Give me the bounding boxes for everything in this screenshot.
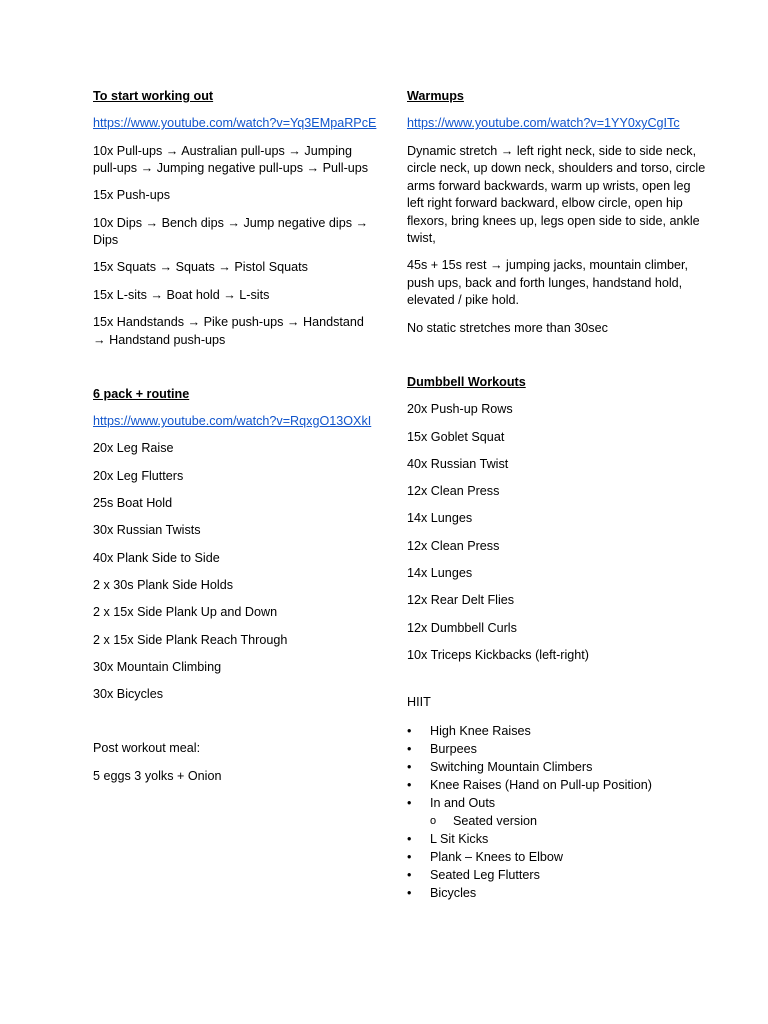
meal-title: Post workout meal:: [93, 741, 201, 756]
list-item: No static stretches more than 30sec: [407, 320, 608, 335]
list-item: 45s + 15s rest → jumping jacks, mountain climber, push ups, back and forth lunges, handstand hold, elevated / pike hold.: [407, 258, 689, 308]
bullet-item: • Burpees: [407, 740, 707, 758]
list-item: 20x Leg Flutters: [93, 468, 184, 483]
sub-bullet-item-label: o Seated version: [407, 812, 707, 830]
section-heading-start: To start working out: [93, 89, 214, 103]
sub-bullet-item: [407, 812, 707, 830]
section-heading-dumbbell: Dumbbell Workouts: [407, 374, 526, 389]
list-item: 10x Triceps Kickbacks (left-right): [407, 647, 589, 662]
list-item: 40x Plank Side to Side: [93, 550, 220, 565]
list-item: 12x Clean Press: [407, 538, 500, 553]
bullet-item: • Plank – Knees to Elbow: [407, 848, 707, 866]
section-heading-sixpack: 6 pack + routine: [93, 386, 190, 401]
meal-text: 5 eggs 3 yolks + Onion: [93, 768, 222, 783]
list-item: 10x Pull-ups → Australian pull-ups → Jumping pull-ups → Jumping negative pull-ups → Pull-ups: [93, 143, 369, 176]
list-item: 14x Lunges: [407, 511, 473, 526]
list-item: 15x Goblet Squat: [407, 429, 505, 444]
list-item: 2 x 15x Side Plank Reach Through: [93, 632, 288, 647]
right-column: [407, 88, 707, 902]
list-item: 15x Push-ups: [93, 188, 171, 203]
list-item: 15x L-sits → Boat hold → L-sits: [93, 287, 270, 302]
youtube-link-warmups[interactable]: https://www.youtube.com/watch?v=1YY0xyCgITc: [407, 116, 680, 131]
hiit-title: HIIT: [407, 695, 431, 710]
list-item: 10x Dips → Bench dips → Jump negative dips → Dips: [93, 215, 369, 248]
bullet-item: • L Sit Kicks: [407, 830, 707, 848]
list-item: 15x Squats → Squats → Pistol Squats: [93, 260, 308, 275]
list-item: 25s Boat Hold: [93, 496, 173, 511]
list-item: 20x Push-up Rows: [407, 402, 513, 417]
list-item: 30x Russian Twists: [93, 523, 201, 538]
list-item: 20x Leg Raise: [93, 441, 174, 456]
bullet-item: • Bicycles: [407, 884, 707, 902]
list-item: 30x Mountain Climbing: [93, 659, 222, 674]
list-item: 12x Rear Delt Flies: [407, 593, 515, 608]
bullet-item: • High Knee Raises: [407, 722, 707, 740]
list-item: 2 x 15x Side Plank Up and Down: [93, 605, 278, 620]
list-item: 30x Bicycles: [93, 687, 163, 702]
list-item: 12x Dumbbell Curls: [407, 620, 517, 635]
list-item: 2 x 30s Plank Side Holds: [93, 577, 234, 592]
hiit-list: [407, 722, 707, 902]
list-item: 40x Russian Twist: [407, 456, 509, 471]
list-item: Dynamic stretch → left right neck, side to side neck, circle neck, up down neck, shoulders and torso, circle arms forward backwards, warm up wrists, open leg left right forward backward, elbow circle, open hip flexors, bring knees up, legs open side to side, ankle twist,: [407, 143, 706, 246]
bullet-item: • Seated Leg Flutters: [407, 866, 707, 884]
list-item: 14x Lunges: [407, 566, 473, 581]
left-column: [93, 88, 378, 795]
bullet-item: • In and Outs: [407, 794, 707, 812]
bullet-item: • Knee Raises (Hand on Pull-up Position): [407, 776, 707, 794]
list-item: 12x Clean Press: [407, 484, 500, 499]
hiit-sublist: [407, 812, 707, 830]
section-heading-warmups: Warmups: [407, 89, 464, 103]
bullet-item: • Switching Mountain Climbers: [407, 758, 707, 776]
youtube-link-sixpack[interactable]: https://www.youtube.com/watch?v=RqxgO13OXkI: [93, 414, 372, 429]
youtube-link-start[interactable]: https://www.youtube.com/watch?v=Yq3EMpaRPcE: [93, 116, 377, 131]
list-item: 15x Handstands → Pike push-ups → Handstand → Handstand push-ups: [93, 315, 364, 347]
